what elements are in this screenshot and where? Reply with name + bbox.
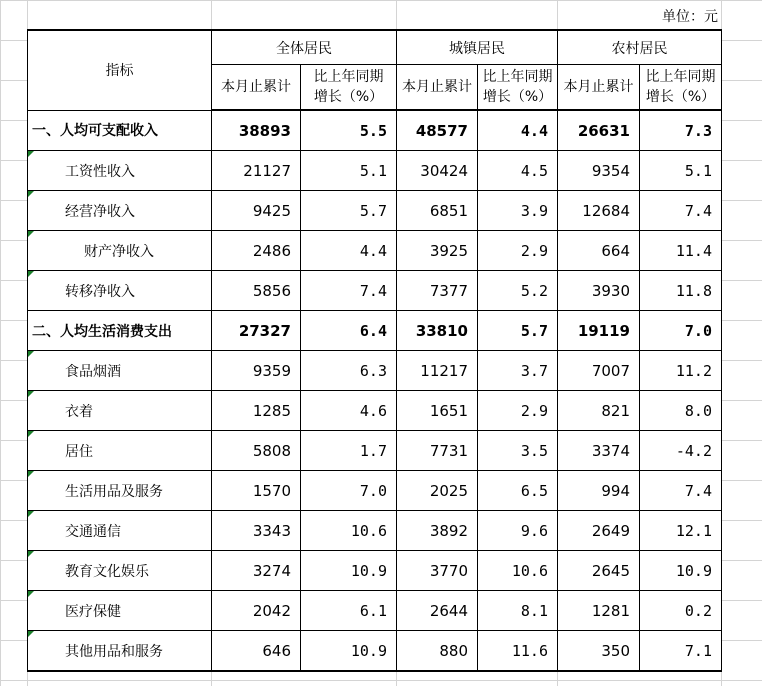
cumulative-value-cell[interactable]: 3374 bbox=[558, 431, 640, 471]
growth-value-cell[interactable]: 5.7 bbox=[478, 311, 558, 351]
row-label-cell[interactable] bbox=[28, 631, 212, 672]
col-header-cumulative[interactable]: 本月止累计 bbox=[397, 65, 478, 111]
cumulative-value-cell[interactable]: 48577 bbox=[397, 110, 478, 151]
growth-value-cell[interactable]: 4.4 bbox=[301, 231, 397, 271]
row-label: 经营净收入 bbox=[65, 203, 135, 220]
cumulative-value-cell[interactable]: 9425 bbox=[212, 191, 301, 231]
growth-value-cell[interactable]: 3.9 bbox=[478, 191, 558, 231]
cell-marker-icon bbox=[28, 431, 34, 437]
col-header-cumulative[interactable]: 本月止累计 bbox=[212, 65, 301, 111]
cell-marker-icon bbox=[28, 271, 34, 277]
growth-value-cell[interactable]: 6.4 bbox=[301, 311, 397, 351]
indicator-header[interactable]: 指标 bbox=[28, 30, 212, 110]
cumulative-value-cell[interactable]: 3770 bbox=[397, 551, 478, 591]
growth-value-cell[interactable]: 10.6 bbox=[301, 511, 397, 551]
cumulative-value-cell[interactable]: 3925 bbox=[397, 231, 478, 271]
row-label: 一、人均可支配收入 bbox=[32, 123, 158, 140]
group-header-rural[interactable]: 农村居民 bbox=[558, 30, 722, 65]
row-label: 居住 bbox=[65, 443, 93, 460]
row-label-cell[interactable] bbox=[28, 551, 212, 591]
row-label-cell[interactable] bbox=[28, 431, 212, 471]
cell-marker-icon bbox=[28, 351, 34, 357]
cell-marker-icon bbox=[28, 631, 34, 637]
growth-value-cell[interactable]: 0.2 bbox=[640, 591, 722, 631]
growth-value-cell[interactable]: 3.5 bbox=[478, 431, 558, 471]
table-row bbox=[28, 591, 722, 631]
growth-value-cell[interactable]: 10.9 bbox=[640, 551, 722, 591]
cell-marker-icon bbox=[28, 391, 34, 397]
growth-value-cell[interactable]: 6.1 bbox=[301, 591, 397, 631]
row-label: 交通通信 bbox=[65, 523, 121, 540]
growth-value-cell[interactable]: 11.8 bbox=[640, 271, 722, 311]
growth-value-cell[interactable]: 11.2 bbox=[640, 351, 722, 391]
cumulative-value-cell[interactable]: 19119 bbox=[558, 311, 640, 351]
cumulative-value-cell[interactable]: 9359 bbox=[212, 351, 301, 391]
cumulative-value-cell[interactable]: 7731 bbox=[397, 431, 478, 471]
row-label: 二、人均生活消费支出 bbox=[32, 323, 172, 340]
cumulative-value-cell[interactable]: 5808 bbox=[212, 431, 301, 471]
growth-value-cell[interactable]: 1.7 bbox=[301, 431, 397, 471]
cumulative-value-cell[interactable]: 6851 bbox=[397, 191, 478, 231]
table-row bbox=[28, 391, 722, 431]
row-label: 医疗保健 bbox=[65, 603, 121, 620]
cumulative-value-cell[interactable]: 12684 bbox=[558, 191, 640, 231]
growth-value-cell[interactable]: -4.2 bbox=[640, 431, 722, 471]
cumulative-value-cell[interactable]: 21127 bbox=[212, 151, 301, 191]
growth-value-cell[interactable]: 7.4 bbox=[301, 271, 397, 311]
col-header-cumulative[interactable]: 本月止累计 bbox=[558, 65, 640, 111]
growth-value-cell[interactable]: 5.7 bbox=[301, 191, 397, 231]
growth-value-cell[interactable]: 2.9 bbox=[478, 231, 558, 271]
cumulative-value-cell[interactable]: 3274 bbox=[212, 551, 301, 591]
growth-value-cell[interactable]: 11.4 bbox=[640, 231, 722, 271]
cumulative-value-cell[interactable]: 1570 bbox=[212, 471, 301, 511]
table-row bbox=[28, 151, 722, 191]
cumulative-value-cell[interactable]: 30424 bbox=[397, 151, 478, 191]
table-row bbox=[28, 431, 722, 471]
cumulative-value-cell[interactable]: 350 bbox=[558, 631, 640, 672]
growth-value-cell[interactable]: 7.3 bbox=[640, 110, 722, 151]
table-row bbox=[28, 311, 722, 351]
cumulative-value-cell[interactable]: 2042 bbox=[212, 591, 301, 631]
table-row bbox=[28, 351, 722, 391]
cumulative-value-cell[interactable]: 2649 bbox=[558, 511, 640, 551]
cell-marker-icon bbox=[28, 511, 34, 517]
growth-value-cell[interactable]: 10.9 bbox=[301, 631, 397, 672]
statistics-table bbox=[27, 29, 722, 672]
col-header-growth[interactable]: 比上年同期 增长（%） bbox=[301, 65, 397, 111]
growth-value-cell[interactable]: 7.4 bbox=[640, 191, 722, 231]
growth-value-cell[interactable]: 6.5 bbox=[478, 471, 558, 511]
group-header-all[interactable]: 全体居民 bbox=[212, 30, 397, 65]
row-label-cell[interactable] bbox=[28, 151, 212, 191]
cumulative-value-cell[interactable]: 646 bbox=[212, 631, 301, 672]
row-label-cell[interactable] bbox=[28, 511, 212, 551]
row-label-cell[interactable] bbox=[28, 191, 212, 231]
row-label: 财产净收入 bbox=[84, 243, 154, 260]
cumulative-value-cell[interactable]: 1285 bbox=[212, 391, 301, 431]
cumulative-value-cell[interactable]: 7007 bbox=[558, 351, 640, 391]
cumulative-value-cell[interactable]: 2025 bbox=[397, 471, 478, 511]
growth-value-cell[interactable]: 5.1 bbox=[301, 151, 397, 191]
cumulative-value-cell[interactable]: 7377 bbox=[397, 271, 478, 311]
growth-value-cell[interactable]: 5.1 bbox=[640, 151, 722, 191]
row-label-cell[interactable] bbox=[28, 271, 212, 311]
growth-value-cell[interactable]: 9.6 bbox=[478, 511, 558, 551]
table-row bbox=[28, 471, 722, 511]
growth-value-cell[interactable]: 11.6 bbox=[478, 631, 558, 672]
cumulative-value-cell[interactable]: 9354 bbox=[558, 151, 640, 191]
growth-value-cell[interactable]: 5.2 bbox=[478, 271, 558, 311]
table-row bbox=[28, 191, 722, 231]
cell-marker-icon bbox=[28, 231, 34, 237]
table-row bbox=[28, 631, 722, 672]
col-header-growth[interactable]: 比上年同期 增长（%） bbox=[478, 65, 558, 111]
cumulative-value-cell[interactable]: 2486 bbox=[212, 231, 301, 271]
growth-value-cell[interactable]: 7.0 bbox=[640, 311, 722, 351]
cumulative-value-cell[interactable]: 664 bbox=[558, 231, 640, 271]
cell-marker-icon bbox=[28, 471, 34, 477]
cumulative-value-cell[interactable]: 3930 bbox=[558, 271, 640, 311]
growth-value-cell[interactable]: 6.3 bbox=[301, 351, 397, 391]
growth-value-cell[interactable]: 10.6 bbox=[478, 551, 558, 591]
row-label-cell[interactable] bbox=[28, 391, 212, 431]
growth-value-cell[interactable]: 3.7 bbox=[478, 351, 558, 391]
cumulative-value-cell[interactable]: 38893 bbox=[212, 110, 301, 151]
table-row bbox=[28, 110, 722, 151]
cumulative-value-cell[interactable]: 33810 bbox=[397, 311, 478, 351]
row-label: 转移净收入 bbox=[65, 283, 135, 300]
growth-value-cell[interactable]: 4.4 bbox=[478, 110, 558, 151]
row-label: 教育文化娱乐 bbox=[65, 563, 149, 580]
cumulative-value-cell[interactable]: 3892 bbox=[397, 511, 478, 551]
table-row bbox=[28, 511, 722, 551]
row-label-cell[interactable] bbox=[28, 471, 212, 511]
cumulative-value-cell[interactable]: 27327 bbox=[212, 311, 301, 351]
row-label-cell[interactable] bbox=[28, 231, 212, 271]
growth-value-cell[interactable]: 7.1 bbox=[640, 631, 722, 672]
row-label-cell[interactable] bbox=[28, 311, 212, 351]
growth-value-cell[interactable]: 4.6 bbox=[301, 391, 397, 431]
cumulative-value-cell[interactable]: 3343 bbox=[212, 511, 301, 551]
growth-value-cell[interactable]: 12.1 bbox=[640, 511, 722, 551]
group-header-urban[interactable]: 城镇居民 bbox=[397, 30, 558, 65]
row-label: 工资性收入 bbox=[65, 163, 135, 180]
cumulative-value-cell[interactable]: 1651 bbox=[397, 391, 478, 431]
growth-value-cell[interactable]: 2.9 bbox=[478, 391, 558, 431]
cumulative-value-cell[interactable]: 2645 bbox=[558, 551, 640, 591]
cumulative-value-cell[interactable]: 880 bbox=[397, 631, 478, 672]
cumulative-value-cell[interactable]: 2644 bbox=[397, 591, 478, 631]
row-label: 衣着 bbox=[65, 403, 93, 420]
growth-value-cell[interactable]: 8.0 bbox=[640, 391, 722, 431]
growth-value-cell[interactable]: 7.0 bbox=[301, 471, 397, 511]
table-row bbox=[28, 231, 722, 271]
cell-marker-icon bbox=[28, 191, 34, 197]
cumulative-value-cell[interactable]: 11217 bbox=[397, 351, 478, 391]
row-label-cell[interactable] bbox=[28, 351, 212, 391]
cell-marker-icon bbox=[28, 591, 34, 597]
growth-value-cell[interactable]: 8.1 bbox=[478, 591, 558, 631]
table-row bbox=[28, 551, 722, 591]
unit-label: 单位：元 bbox=[662, 9, 718, 25]
growth-value-cell[interactable]: 5.5 bbox=[301, 110, 397, 151]
row-label: 食品烟酒 bbox=[65, 363, 121, 380]
row-label: 其他用品和服务 bbox=[65, 643, 163, 660]
cumulative-value-cell[interactable]: 821 bbox=[558, 391, 640, 431]
cumulative-value-cell[interactable]: 1281 bbox=[558, 591, 640, 631]
row-label: 生活用品及服务 bbox=[65, 483, 163, 500]
cell-marker-icon bbox=[28, 151, 34, 157]
cumulative-value-cell[interactable]: 26631 bbox=[558, 110, 640, 151]
col-header-growth[interactable]: 比上年同期 增长（%） bbox=[640, 65, 722, 111]
row-label-cell[interactable] bbox=[28, 110, 212, 151]
growth-value-cell[interactable]: 7.4 bbox=[640, 471, 722, 511]
table-row bbox=[28, 271, 722, 311]
growth-value-cell[interactable]: 4.5 bbox=[478, 151, 558, 191]
cumulative-value-cell[interactable]: 5856 bbox=[212, 271, 301, 311]
cell-marker-icon bbox=[28, 551, 34, 557]
cumulative-value-cell[interactable]: 994 bbox=[558, 471, 640, 511]
row-label-cell[interactable] bbox=[28, 591, 212, 631]
growth-value-cell[interactable]: 10.9 bbox=[301, 551, 397, 591]
